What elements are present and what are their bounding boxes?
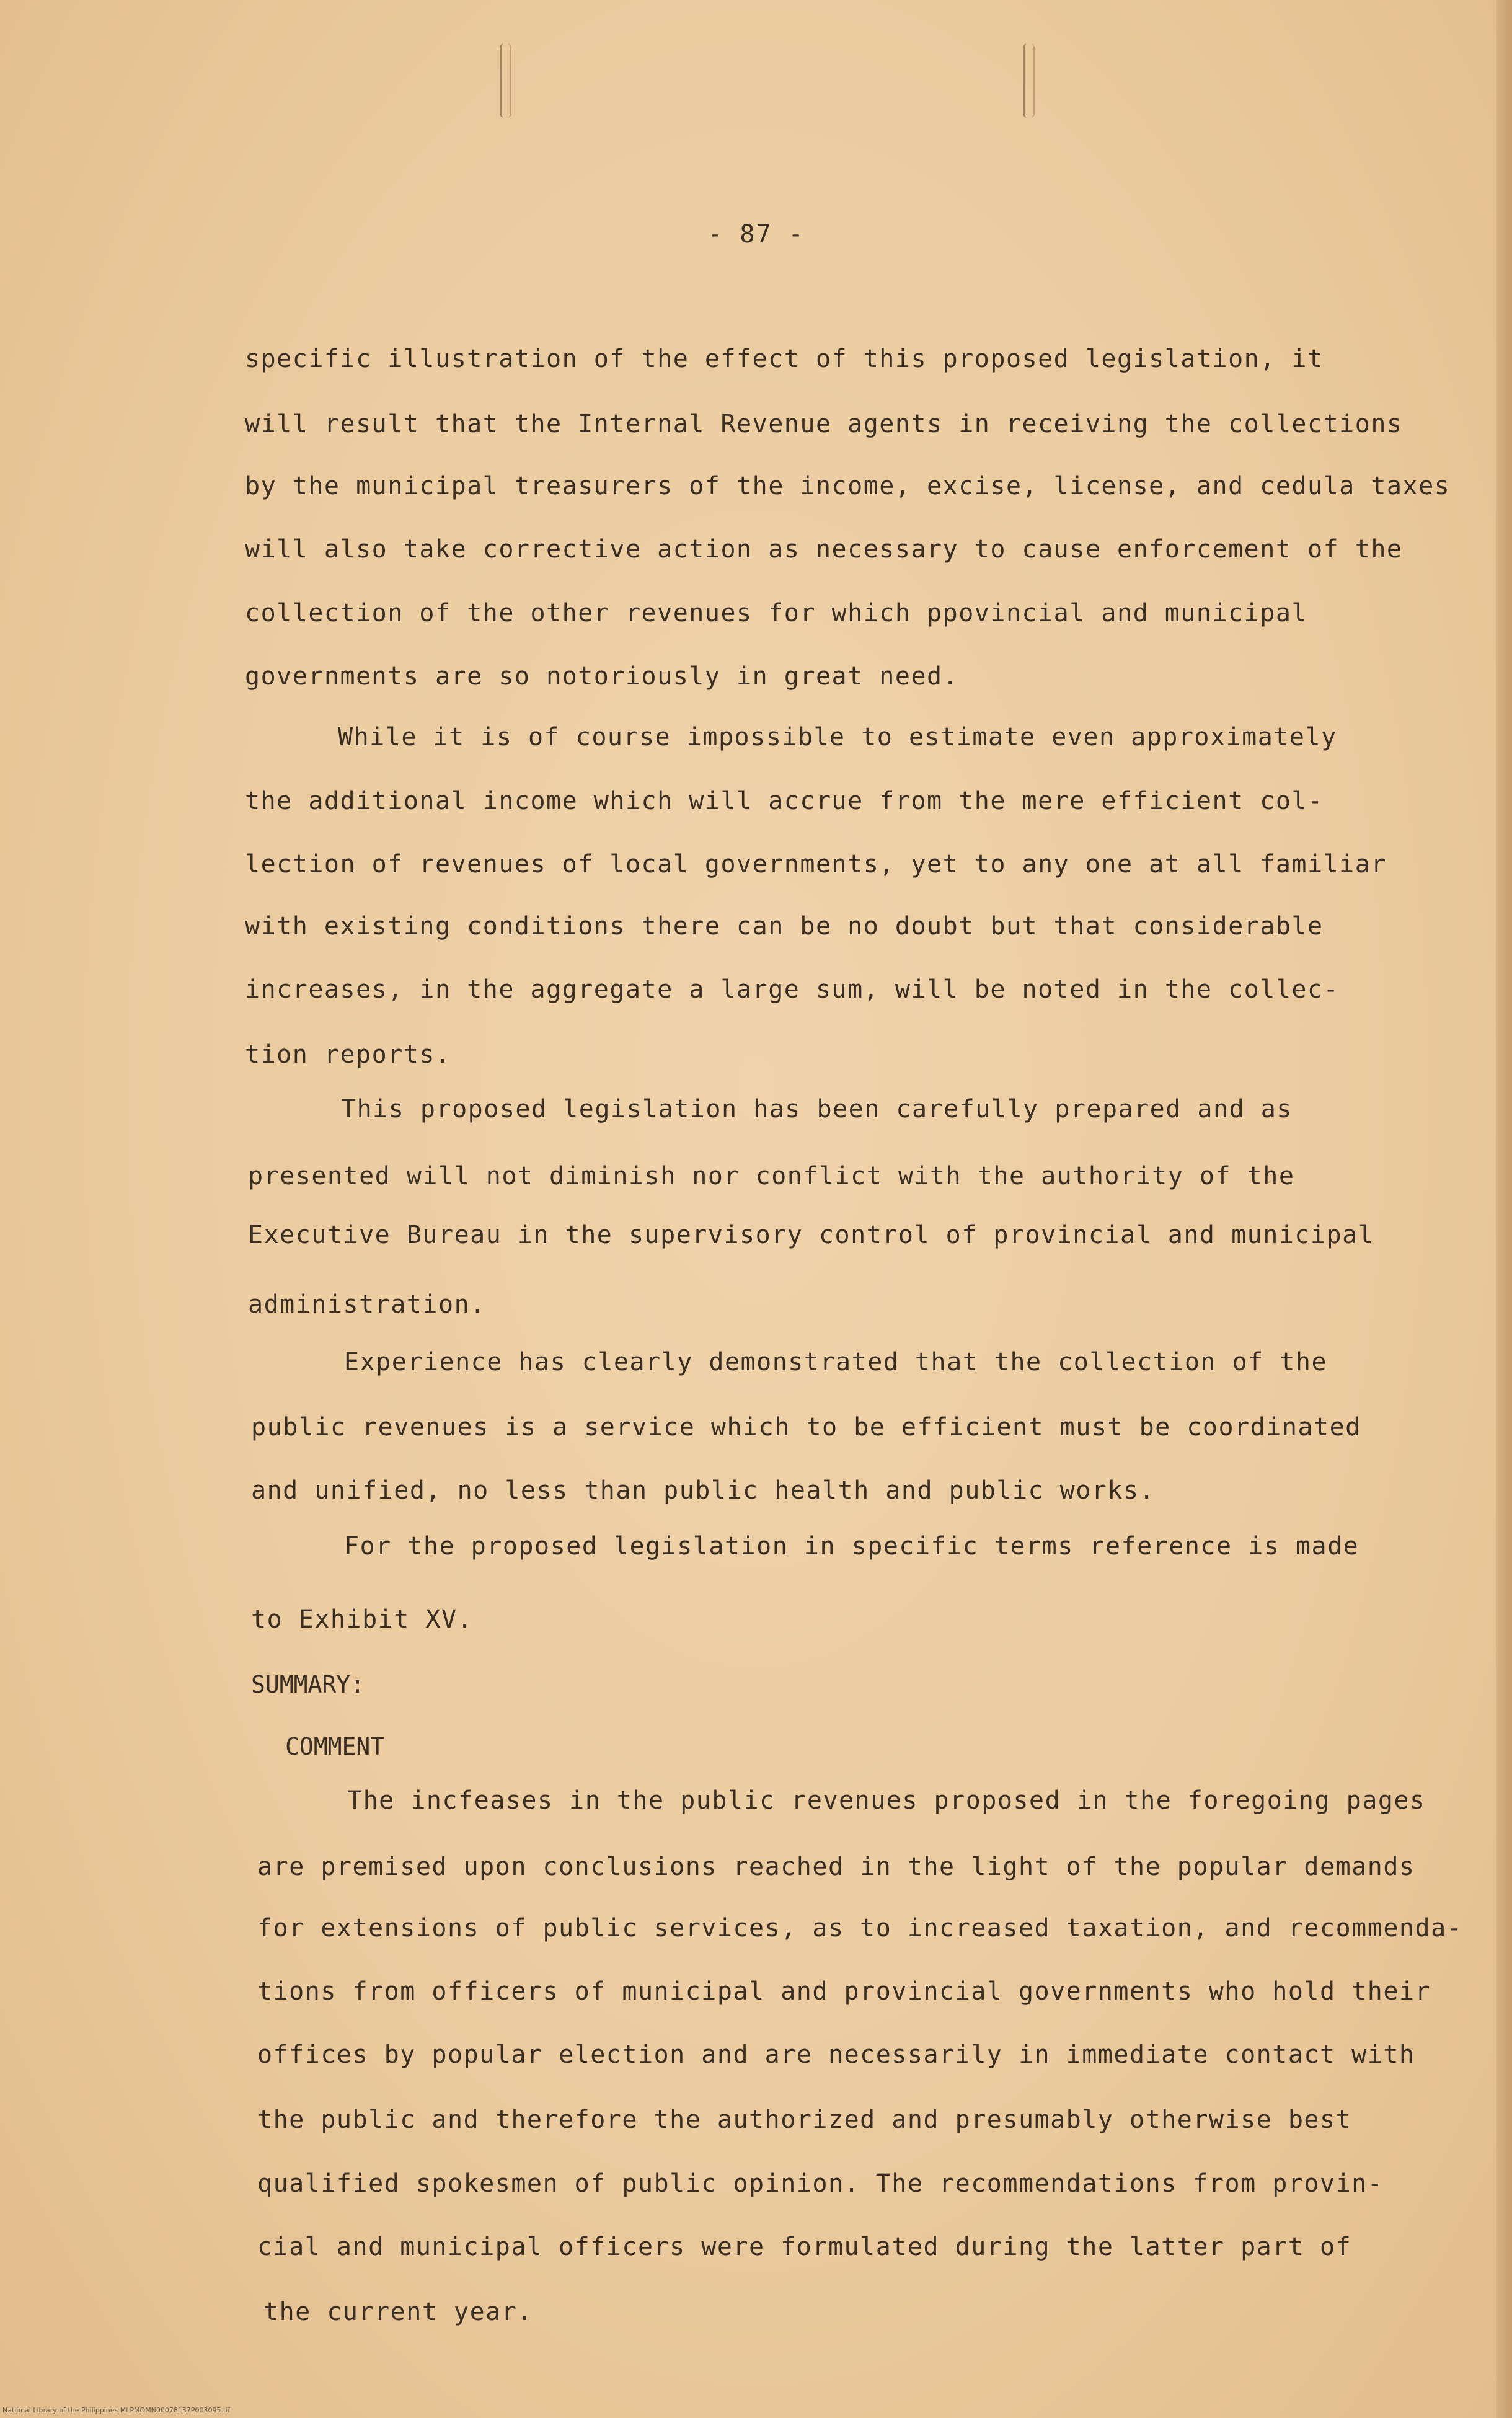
- text-line: qualified spokesmen of public opinion. The recommendations from provin-: [257, 2169, 1384, 2198]
- archive-footer: National Library of the Philippines MLPMOMN00078137P003095.tif: [2, 2406, 231, 2414]
- text-line: will also take corrective action as necessary to cause enforcement of the: [245, 535, 1403, 564]
- text-line: to Exhibit XV.: [251, 1605, 474, 1634]
- text-line: and unified, no less than public health and public works.: [251, 1476, 1156, 1505]
- punch-hole-left: [500, 43, 511, 118]
- page-number: - 87 -: [707, 220, 805, 249]
- text-line: collection of the other revenues for which ppovincial and municipal: [245, 599, 1307, 627]
- text-line: specific illustration of the effect of this proposed legislation, it: [245, 345, 1324, 373]
- text-line: While it is of course impossible to estimate even approximately: [338, 723, 1337, 751]
- text-line: The incfeases in the public revenues proposed in the foregoing pages: [347, 1786, 1426, 1815]
- text-line: governments are so notoriously in great need.: [245, 662, 959, 691]
- text-line: are premised upon conclusions reached in the light of the popular demands: [257, 1853, 1415, 1881]
- text-line: lection of revenues of local governments, yet to any one at all familiar: [245, 850, 1387, 879]
- text-line: by the municipal treasurers of the income, excise, license, and cedula taxes: [245, 472, 1451, 500]
- text-line: the additional income which will accrue from the mere efficient col-: [245, 787, 1324, 815]
- page-edge: [1496, 0, 1512, 2418]
- comment-heading: COMMENT: [285, 1733, 385, 1760]
- text-line: increases, in the aggregate a large sum, will be noted in the collec-: [245, 975, 1340, 1004]
- text-line: will result that the Internal Revenue agents in receiving the collections: [245, 410, 1403, 438]
- summary-heading: SUMMARY:: [251, 1671, 365, 1698]
- text-line: tion reports.: [245, 1040, 451, 1069]
- text-line: administration.: [248, 1290, 486, 1319]
- text-line: For the proposed legislation in specific terms reference is made: [344, 1532, 1359, 1561]
- text-line: for extensions of public services, as to increased taxation, and recommenda-: [257, 1914, 1463, 1942]
- text-line: Experience has clearly demonstrated that the collection of the: [344, 1348, 1328, 1376]
- text-line: tions from officers of municipal and provincial governments who hold their: [257, 1977, 1431, 2006]
- text-line: offices by popular election and are necessarily in immediate contact with: [257, 2040, 1415, 2069]
- text-line: the public and therefore the authorized and presumably otherwise best: [257, 2106, 1352, 2134]
- text-line: public revenues is a service which to be efficient must be coordinated: [251, 1413, 1361, 1442]
- text-line: This proposed legislation has been carefully prepared and as: [341, 1095, 1293, 1123]
- text-line: presented will not diminish nor conflict with the authority of the: [248, 1162, 1295, 1190]
- text-line: the current year.: [263, 2298, 533, 2326]
- text-line: with existing conditions there can be no doubt but that considerable: [245, 912, 1324, 941]
- text-line: Executive Bureau in the supervisory control of provincial and municipal: [248, 1221, 1374, 1249]
- text-line: cial and municipal officers were formulated during the latter part of: [257, 2233, 1352, 2261]
- punch-hole-right: [1023, 43, 1035, 118]
